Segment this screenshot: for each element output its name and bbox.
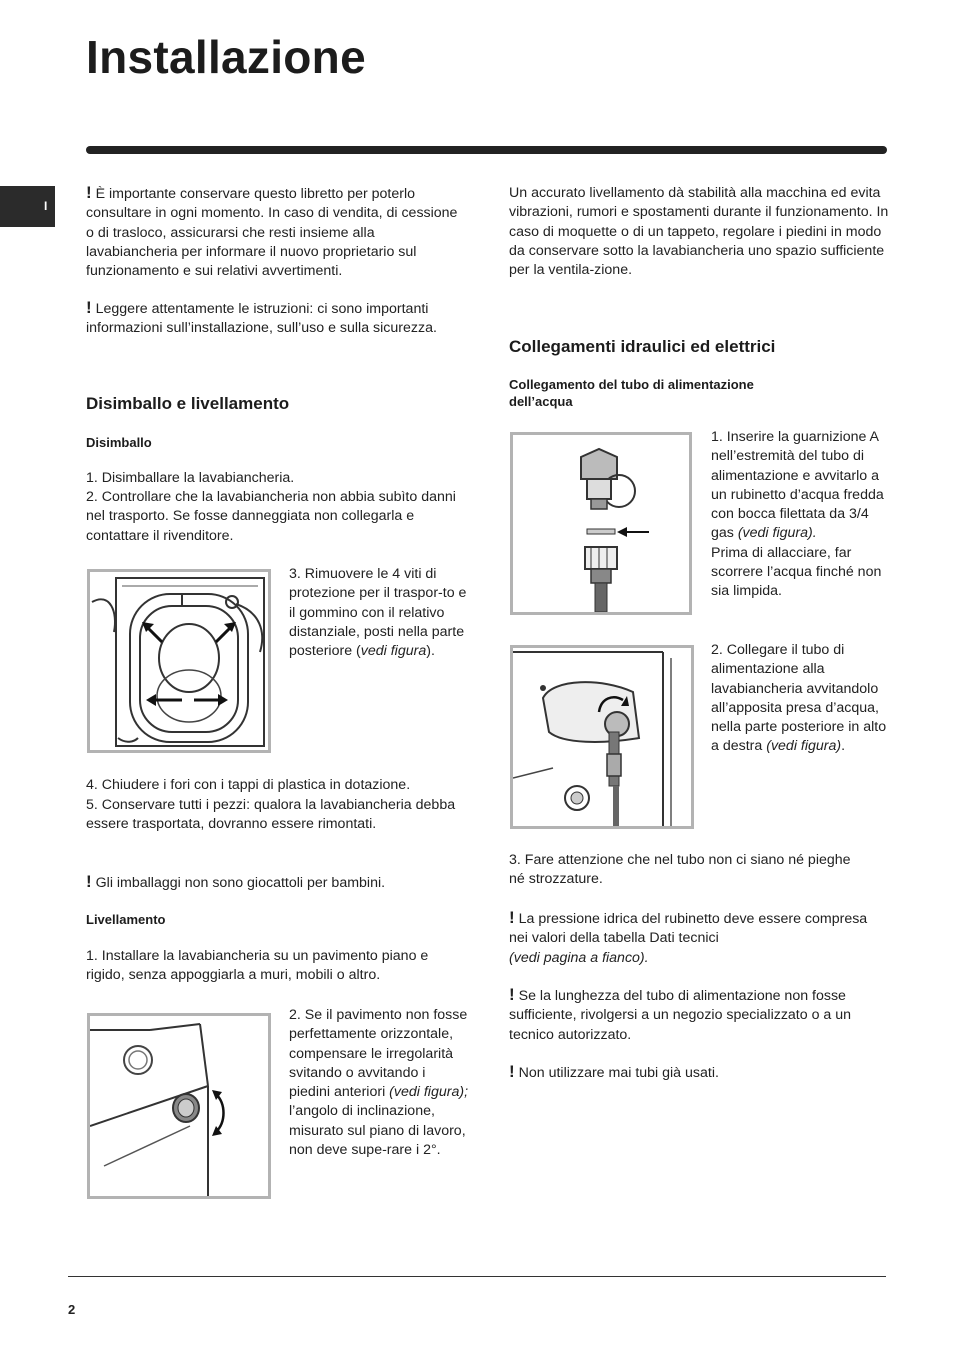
- washer-rear-illustration: [90, 572, 268, 750]
- hose-step-1: 1. Inserire la guarnizione A nell’estremità del tubo di alimentazione e avvitarlo a un rubinetto d’acqua fredda con bocca filettata da 3/4 gas (vedi figura). Prima di allacciare, far scorrere l’acqua finché non sia limpida.: [711, 429, 884, 600]
- figure-washer-inlet: [510, 645, 694, 829]
- washer-foot-illustration: [90, 1016, 268, 1196]
- page-title: Installazione: [86, 31, 366, 83]
- warning-text: Gli imballaggi non sono giocattoli per bambini.: [95, 875, 386, 891]
- warning-hose-length: [509, 985, 889, 1045]
- figure-leveling-feet: [87, 1013, 271, 1199]
- language-tab-label: I: [44, 199, 48, 213]
- warning-text: Se la lunghezza del tubo di alimentazione non fosse sufficiente, rivolgersi a un negozio specializzato o a un tecnico autorizzato.: [509, 988, 852, 1043]
- subtitle-leveling: Livellamento: [86, 912, 166, 927]
- warning-text: Leggere attentamente le istruzioni: ci sono importanti informazioni sull’installazione, sull’uso e sulla sicurezza.: [86, 301, 437, 337]
- language-tab: [0, 186, 55, 227]
- figure-rear-screws: [87, 569, 271, 753]
- warning-icon: !: [509, 908, 515, 927]
- level-step-1: 1. Installare la lavabiancheria su un pavimento piano e rigido, senza appoggiarla a muri, mobili o altro.: [86, 948, 429, 984]
- unpack-step-4: 4. Chiudere i fori con i tappi di plastica in dotazione.: [86, 777, 411, 793]
- hose-step-3: 3. Fare attenzione che nel tubo non ci siano né pieghe né strozzature.: [509, 852, 851, 888]
- see-figure-link: vedi figura: [360, 643, 427, 660]
- warning-icon: !: [86, 872, 92, 891]
- see-figure-link: (vedi figura): [766, 738, 842, 755]
- title-rule: [86, 146, 887, 154]
- figure-tap-connection: [510, 432, 692, 615]
- warning-icon: !: [509, 985, 515, 1004]
- warning-text: La pressione idrica del rubinetto deve essere compresa nei valori della tabella Dati tecnici: [509, 911, 868, 947]
- subtitle-water-hose: Collegamento del tubo di alimentazione dell’acqua: [509, 377, 754, 409]
- warning-read-instructions: [86, 298, 466, 339]
- unpack-step-3: 3. Rimuovere le 4 viti di protezione per il traspor-to e il gommino con il relativo distanziale, posti nella parte posteriore (vedi figura).: [289, 566, 467, 660]
- section-title-connections: Collegamenti idraulici ed elettrici: [509, 337, 776, 356]
- subtitle-unpacking: Disimballo: [86, 435, 152, 450]
- warning-text: Non utilizzare mai tubi già usati.: [518, 1065, 719, 1081]
- unpack-step-5: 5. Conservare tutti i pezzi: qualora la lavabiancheria debba essere trasportata, dovranno essere rimontati.: [86, 797, 456, 833]
- warning-icon: !: [86, 183, 92, 202]
- level-step-2: 2. Se il pavimento non fosse perfettamente orizzontale, compensare le irregolarità svitando o avvitando i piedini anteriori (vedi figura); l’angolo di inclinazione, misurato sul piano di lavoro, non deve supe-rare i 2°.: [289, 1007, 469, 1159]
- leveling-intro: Un accurato livellamento dà stabilità alla macchina ed evita vibrazioni, rumori e spostamenti durante il funzionamento. In caso di moquette o di un tappeto, regolare i piedini in modo da conservare sotto la lavabiancheria uno spazio sufficiente per la ventila-zione.: [509, 185, 889, 279]
- unpack-step-2: 2. Controllare che la lavabiancheria non abbia subìto danni nel trasporto. Se fosse danneggiata non collegarla e contattare il rivenditore.: [86, 489, 456, 544]
- washer-inlet-illustration: [513, 648, 691, 826]
- warning-icon: !: [509, 1062, 515, 1081]
- page-number: 2: [68, 1302, 76, 1317]
- see-figure-link: (vedi figura).: [737, 525, 817, 542]
- footer-rule: [68, 1276, 886, 1277]
- see-page-link: (vedi pagina a fianco).: [509, 949, 649, 966]
- warning-keep-manual: [86, 183, 466, 281]
- warning-icon: !: [86, 298, 92, 317]
- unpack-step-1: 1. Disimballare la lavabiancheria.: [86, 470, 295, 486]
- warning-water-pressure: [509, 908, 889, 968]
- see-figure-link: (vedi figura);: [389, 1084, 469, 1101]
- warning-used-hoses: [509, 1062, 889, 1083]
- warning-packaging: [86, 872, 466, 893]
- section-title-unpacking: Disimballo e livellamento: [86, 394, 290, 413]
- warning-text: È importante conservare questo libretto per poterlo consultare in ogni momento. In caso di vendita, di cessione o di trasloco, assicurarsi che resti insieme alla lavabiancheria per informare il nuovo proprietario sul funzionamento e sui relativi avvertimenti.: [86, 186, 458, 280]
- tap-hose-illustration: [513, 435, 689, 612]
- hose-step-2: 2. Collegare il tubo di alimentazione alla lavabiancheria avvitandolo all’apposita presa d’acqua, nella parte posteriore in alto a destra (vedi figura).: [711, 642, 887, 755]
